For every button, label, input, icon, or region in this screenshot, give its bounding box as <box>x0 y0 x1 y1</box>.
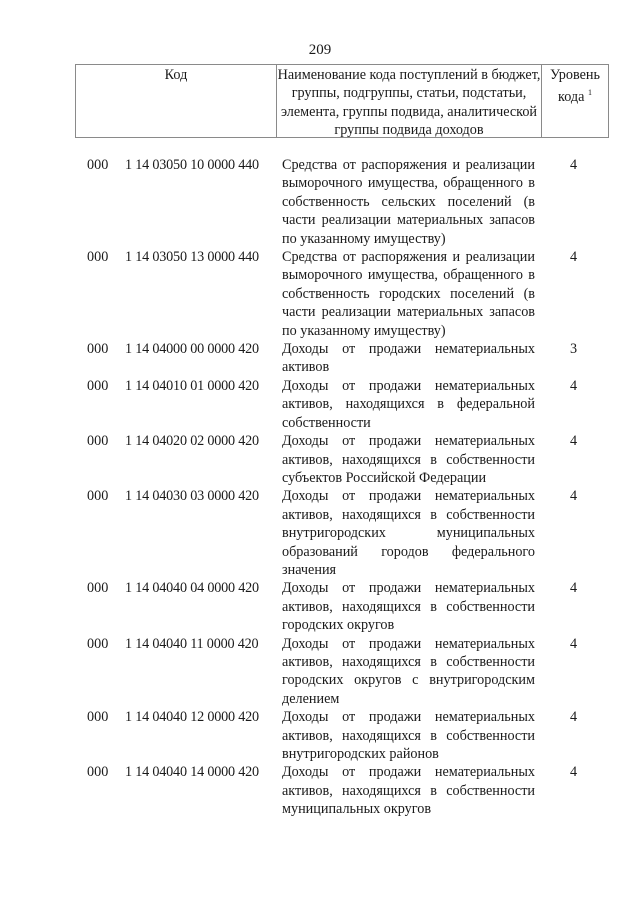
table-row <box>0 763 640 818</box>
revenue-name: Доходы от продажи нематериальных активов, находящихся в собственности внутригородских муниципальных образований городов федерального значения <box>282 488 535 578</box>
admin-code: 000 <box>87 488 109 505</box>
code-level: 4 <box>570 709 578 726</box>
header-level-label: Уровень кода <box>550 67 600 106</box>
code-level: 4 <box>570 488 578 505</box>
admin-code: 000 <box>87 341 109 358</box>
table-row <box>0 635 640 709</box>
revenue-code: 1 14 04040 12 0000 420 <box>125 709 259 726</box>
table-row <box>0 156 640 248</box>
table-header <box>75 64 609 138</box>
admin-code: 000 <box>87 764 109 781</box>
table-row <box>0 377 640 432</box>
revenue-code: 1 14 04040 04 0000 420 <box>125 580 259 597</box>
table-row <box>0 432 640 487</box>
header-level <box>542 65 608 137</box>
admin-code: 000 <box>87 433 109 450</box>
table-row <box>0 340 640 377</box>
revenue-name: Доходы от продажи нематериальных активов, находящихся в собственности внутригородских районов <box>282 709 535 762</box>
code-level: 4 <box>570 249 578 266</box>
revenue-name: Доходы от продажи нематериальных активов, находящихся в собственности субъектов Российской Федерации <box>282 433 535 486</box>
code-level: 3 <box>570 341 578 358</box>
revenue-name: Доходы от продажи нематериальных активов, находящихся в собственности муниципальных округов <box>282 764 535 818</box>
revenue-code: 1 14 04040 11 0000 420 <box>125 635 259 652</box>
revenue-code: 1 14 04020 02 0000 420 <box>125 433 259 450</box>
revenue-code: 1 14 03050 13 0000 440 <box>125 249 259 266</box>
admin-code: 000 <box>87 157 109 173</box>
code-level: 4 <box>570 377 578 394</box>
revenue-name: Средства от распоряжения и реализации выморочного имущества, обращенного в собственность сельских поселений (в части реализации материальных запасов по указанному имуществу) <box>282 157 535 247</box>
header-name: Наименование кода поступлений в бюджет, группы, подгруппы, статьи, подстатьи, элемента, группы подвида, аналитической группы подвида доходов <box>277 67 541 138</box>
code-level: 4 <box>570 635 578 652</box>
admin-code: 000 <box>87 249 109 266</box>
header-code: Код <box>76 65 277 137</box>
revenue-name: Средства от распоряжения и реализации выморочного имущества, обращенного в собственность городских поселений (в части реализации материальных запасов по указанному имуществу) <box>282 249 535 339</box>
revenue-name: Доходы от продажи нематериальных активов, находящихся в собственности городских округов с внутригородским делением <box>282 635 535 707</box>
revenue-code: 1 14 04010 01 0000 420 <box>125 377 259 394</box>
revenue-name: Доходы от продажи нематериальных активов, находящихся в федеральной собственности <box>282 377 535 431</box>
revenue-name: Доходы от продажи нематериальных активов <box>282 341 535 376</box>
revenue-code: 1 14 03050 10 0000 440 <box>125 157 259 173</box>
code-level: 4 <box>570 433 578 450</box>
admin-code: 000 <box>87 709 109 726</box>
code-level: 4 <box>570 580 578 597</box>
admin-code: 000 <box>87 377 109 394</box>
code-level: 4 <box>570 764 578 781</box>
admin-code: 000 <box>87 635 109 652</box>
revenue-code: 1 14 04040 14 0000 420 <box>125 764 259 781</box>
table-body <box>0 156 640 819</box>
code-level: 4 <box>570 157 578 173</box>
table-row <box>0 708 640 763</box>
revenue-code: 1 14 04030 03 0000 420 <box>125 488 259 505</box>
table-row <box>0 487 640 579</box>
page-number: 209 <box>308 42 332 58</box>
revenue-code: 1 14 04000 00 0000 420 <box>125 341 259 358</box>
admin-code: 000 <box>87 580 109 597</box>
table-row <box>0 579 640 634</box>
footnote-marker: 1 <box>587 88 592 98</box>
table-row <box>0 248 640 340</box>
revenue-name: Доходы от продажи нематериальных активов, находящихся в собственности городских округов <box>282 580 535 634</box>
